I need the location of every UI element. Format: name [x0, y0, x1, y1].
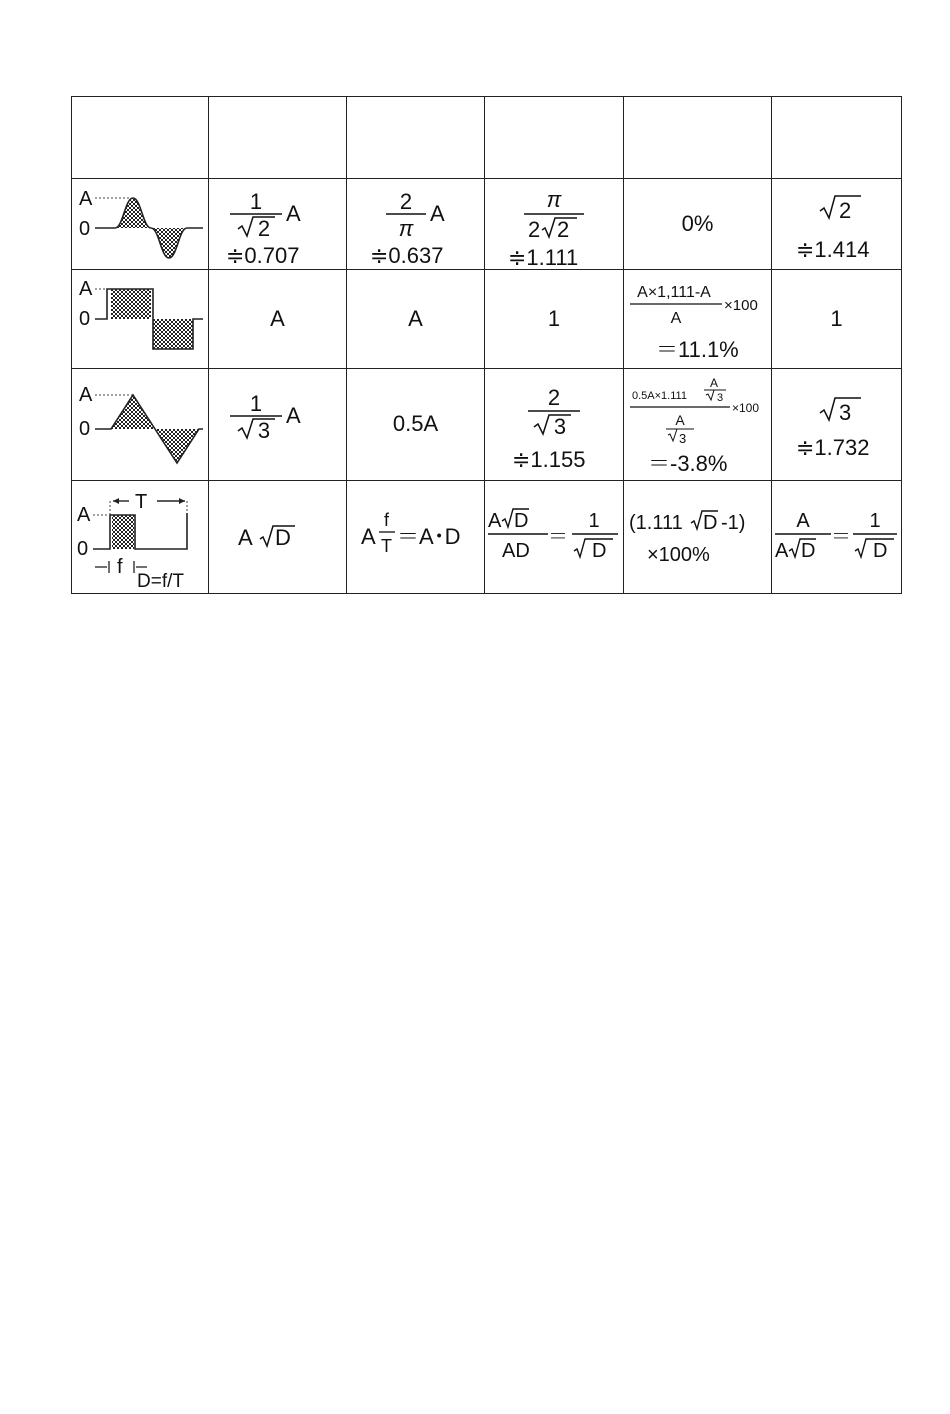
average-pulse-formula — [351, 502, 481, 572]
period-label: T — [135, 491, 148, 513]
svg-text:A: A — [774, 540, 788, 562]
pulse-wave-icon — [73, 483, 207, 591]
svg-text:A: A — [670, 310, 681, 327]
form-factor-triangle-formula — [494, 375, 614, 475]
svg-text:≑0.707: ≑0.707 — [225, 243, 299, 268]
svg-text:0.5A×1.111: 0.5A×1.111 — [631, 389, 687, 402]
average-square: A — [347, 270, 485, 369]
svg-text:A: A — [709, 375, 718, 390]
form-factor-pulse-formula — [486, 497, 622, 577]
svg-text:D: D — [872, 540, 887, 562]
header-rms — [209, 97, 347, 179]
svg-text:3: 3 — [553, 413, 567, 439]
svg-text:π: π — [546, 187, 562, 212]
svg-text:f: f — [383, 510, 389, 530]
rms-square: A — [209, 270, 347, 369]
svg-text:D: D — [702, 512, 717, 534]
svg-text:A: A — [360, 524, 376, 549]
svg-text:3: 3 — [257, 417, 270, 443]
triangle-wave-icon — [75, 375, 205, 475]
svg-text:0: 0 — [77, 538, 89, 560]
crest-factor-square: 1 — [772, 270, 902, 369]
svg-text:≑1.414: ≑1.414 — [795, 237, 869, 262]
svg-text:1: 1 — [868, 510, 881, 532]
crest-factor-sine-formula — [782, 181, 892, 267]
table-row-pulse — [72, 481, 902, 594]
crest-factor-triangle-formula — [782, 375, 892, 475]
svg-text:AD: AD — [502, 540, 530, 562]
form-factor-triangle — [485, 369, 624, 481]
width-label: f — [117, 556, 123, 578]
svg-text:×100%: ×100% — [646, 544, 710, 566]
rms-pulse — [209, 481, 347, 594]
square-wave-icon — [75, 273, 205, 365]
rms-sine-formula — [218, 181, 338, 267]
svg-text:(1.111: (1.111 — [628, 512, 683, 534]
error-pulse-formula — [625, 497, 771, 577]
svg-text:＝A･D: ＝A･D — [396, 524, 461, 549]
svg-text:A: A — [79, 383, 93, 406]
svg-text:A: A — [77, 504, 91, 526]
svg-text:1: 1 — [249, 390, 262, 416]
table-row-triangle — [72, 369, 902, 481]
svg-text:T: T — [380, 536, 392, 556]
svg-text:A: A — [795, 510, 810, 532]
header-waveform — [72, 97, 209, 179]
error-triangle — [624, 369, 772, 481]
svg-text:≑1.111: ≑1.111 — [508, 245, 579, 270]
amp-label: A — [79, 188, 93, 210]
svg-text:2: 2 — [838, 198, 851, 223]
svg-text:3: 3 — [838, 399, 851, 425]
svg-text:＝: ＝ — [830, 526, 851, 548]
header-average — [347, 97, 485, 179]
svg-text:A: A — [285, 201, 301, 226]
error-sine: 0% — [624, 179, 772, 270]
svg-text:A: A — [237, 525, 253, 550]
svg-text:＝-3.8%: ＝-3.8% — [647, 450, 727, 476]
rms-triangle — [209, 369, 347, 481]
svg-text:2: 2 — [528, 217, 541, 242]
svg-text:0: 0 — [79, 417, 91, 440]
header-crest-factor — [772, 97, 902, 179]
svg-text:＝: ＝ — [548, 526, 568, 548]
waveform-cell-square — [72, 270, 209, 369]
svg-text:A: A — [488, 510, 502, 532]
rms-sine — [209, 179, 347, 270]
rms-triangle-formula — [218, 375, 338, 475]
sine-wave-icon — [75, 181, 205, 267]
average-sine-formula — [356, 181, 476, 267]
svg-text:＝11.1%: ＝11.1% — [655, 337, 739, 362]
header-error — [624, 97, 772, 179]
waveform-table — [71, 96, 902, 594]
svg-text:3: 3 — [678, 430, 686, 446]
svg-text:2: 2 — [557, 217, 570, 242]
svg-text:D: D — [514, 510, 529, 532]
svg-text:≑1.155: ≑1.155 — [512, 446, 586, 472]
svg-text:A: A — [429, 201, 445, 226]
crest-factor-pulse-formula — [773, 497, 901, 577]
svg-text:D: D — [800, 540, 815, 562]
waveform-cell-triangle — [72, 369, 209, 481]
form-factor-pulse — [485, 481, 624, 594]
error-triangle-formula — [626, 373, 770, 477]
svg-text:A: A — [674, 411, 685, 428]
svg-text:≑0.637: ≑0.637 — [369, 243, 443, 268]
svg-text:2: 2 — [399, 189, 412, 214]
svg-text:1: 1 — [249, 189, 262, 214]
svg-text:0: 0 — [79, 308, 91, 330]
svg-text:×100: ×100 — [723, 297, 758, 314]
svg-text:1: 1 — [588, 510, 600, 532]
form-factor-square: 1 — [485, 270, 624, 369]
svg-text:D: D — [592, 540, 607, 562]
svg-text:A: A — [79, 278, 93, 300]
crest-factor-sine — [772, 179, 902, 270]
error-square-formula — [626, 273, 770, 365]
waveform-cell-pulse — [72, 481, 209, 594]
svg-text:π: π — [398, 216, 413, 241]
table-row-square — [72, 270, 902, 369]
error-pulse — [624, 481, 772, 594]
svg-text:≑1.732: ≑1.732 — [795, 434, 869, 460]
svg-text:2: 2 — [547, 384, 561, 410]
form-factor-sine-formula — [494, 181, 614, 270]
average-pulse — [347, 481, 485, 594]
waveform-cell-sine — [72, 179, 209, 270]
table-row-sine — [72, 179, 902, 270]
header-row — [72, 97, 902, 179]
svg-text:A×1,111-A: A×1,111-A — [636, 284, 711, 301]
svg-text:-1): -1) — [720, 512, 745, 534]
svg-text:D: D — [274, 525, 291, 550]
average-triangle: 0.5A — [347, 369, 485, 481]
svg-text:×100: ×100 — [731, 400, 759, 415]
svg-text:2: 2 — [257, 216, 270, 241]
svg-text:3: 3 — [716, 391, 723, 404]
error-square — [624, 270, 772, 369]
form-factor-sine — [485, 179, 624, 270]
crest-factor-pulse — [772, 481, 902, 594]
average-sine — [347, 179, 485, 270]
crest-factor-triangle — [772, 369, 902, 481]
duty-label: D=f/T — [137, 571, 184, 592]
zero-label: 0 — [79, 218, 91, 240]
header-form-factor — [485, 97, 624, 179]
svg-text:A: A — [285, 402, 301, 428]
rms-pulse-formula — [218, 507, 338, 567]
